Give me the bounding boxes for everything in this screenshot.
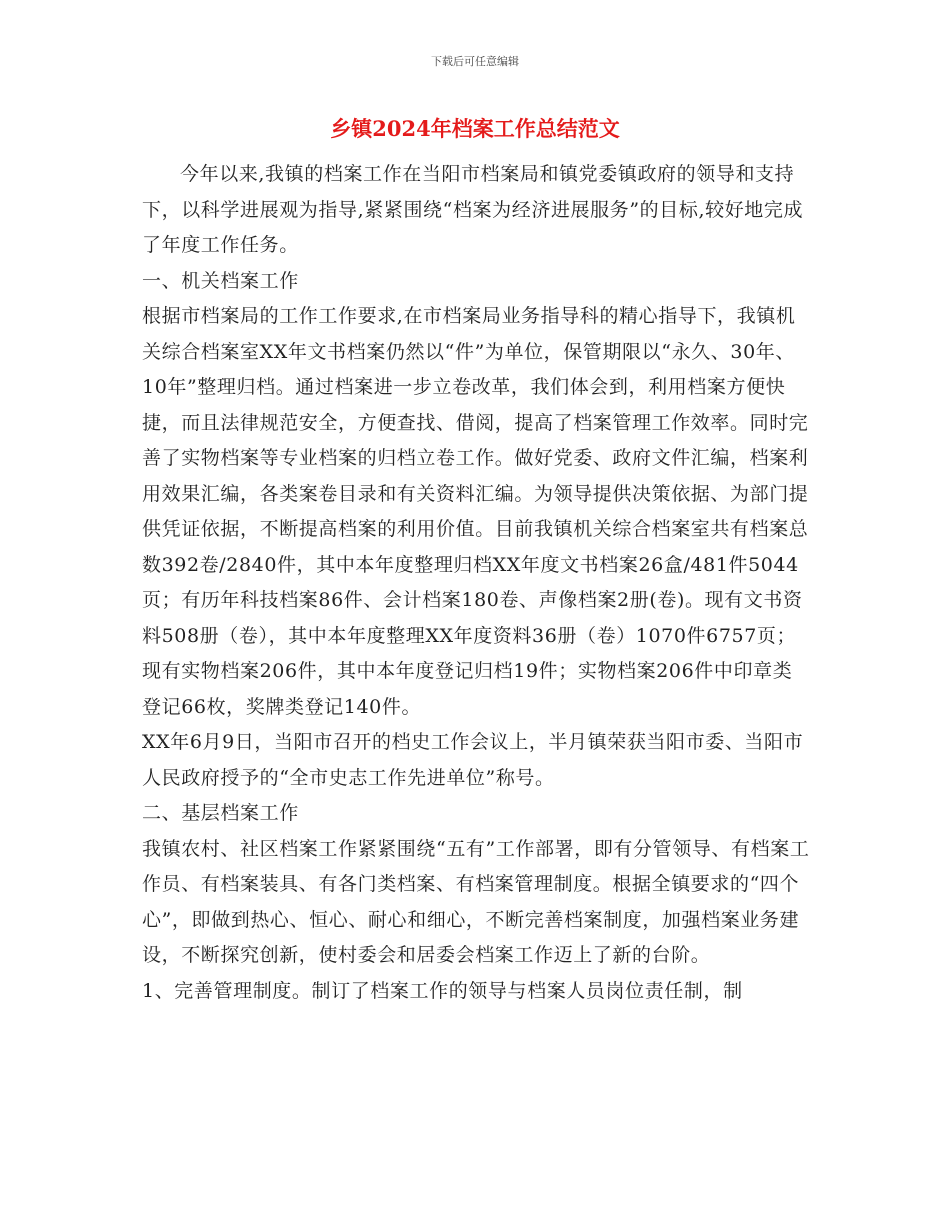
section-heading-2: 二、基层档案工作 bbox=[142, 802, 299, 824]
list-item: 1、完善管理制度。制订了档案工作的领导与档案人员岗位责任制，制 bbox=[142, 979, 743, 1002]
body-paragraph: 根据市档案局的工作工作要求,在市档案局业务指导科的精心指导下，我镇机关综合档案室XX年文书档案仍然以“件”为单位，保管期限以“永久、30年、10年”整理归档。通过档案进一步立卷改革，我们体会到，利用档案方便快捷，而且法律规范安全，方便查找、借阅，提高了档案管理工作效率。同时完善了实物档案等专业档案的归档立卷工作。做好党委、政府文件汇编，档案利用效果汇编，各类案卷目录和有关资料汇编。为领导提供决策依据、为部门提供凭证依据，不断提高档案的利用价值。目前我镇机关综合档案室共有档案总数392卷/2840件，其中本年度整理归档XX年度文书档案26盒/481件5044页；有历年科技档案86件、会计档案180卷、声像档案2册(卷)。现有文书资料508册（卷），其中本年度整理XX年度资料36册（卷）1070件6757页；现有实物档案206件，其中本年度登记归档19件；实物档案206件中印章类登记66枚，奖牌类登记140件。 bbox=[142, 305, 809, 718]
body-paragraph: XX年6月9日，当阳市召开的档史工作会议上，半月镇荣获当阳市委、当阳市人民政府授予的“全市史志工作先进单位”称号。 bbox=[142, 731, 804, 789]
body-paragraph: 我镇农村、社区档案工作紧紧围绕“五有”工作部署，即有分管领导、有档案工作员、有档案装具、有各门类档案、有档案管理制度。根据全镇要求的“四个心”，即做到热心、恒心、耐心和细心，不断完善档案制度，加强档案业务建设，不断探究创新，使村委会和居委会档案工作迈上了新的台阶。 bbox=[142, 837, 810, 966]
document-title: 乡镇2024年档案工作总结范文 bbox=[330, 116, 620, 141]
download-note: 下载后可任意编辑 bbox=[431, 55, 519, 68]
intro-paragraph: 今年以来,我镇的档案工作在当阳市档案局和镇党委镇政府的领导和支持下，以科学进展观为指导,紧紧围绕“档案为经济进展服务”的目标,较好地完成了年度工作任务。 bbox=[142, 163, 804, 256]
section-heading-1: 一、机关档案工作 bbox=[142, 269, 299, 292]
document-body bbox=[142, 157, 810, 1009]
